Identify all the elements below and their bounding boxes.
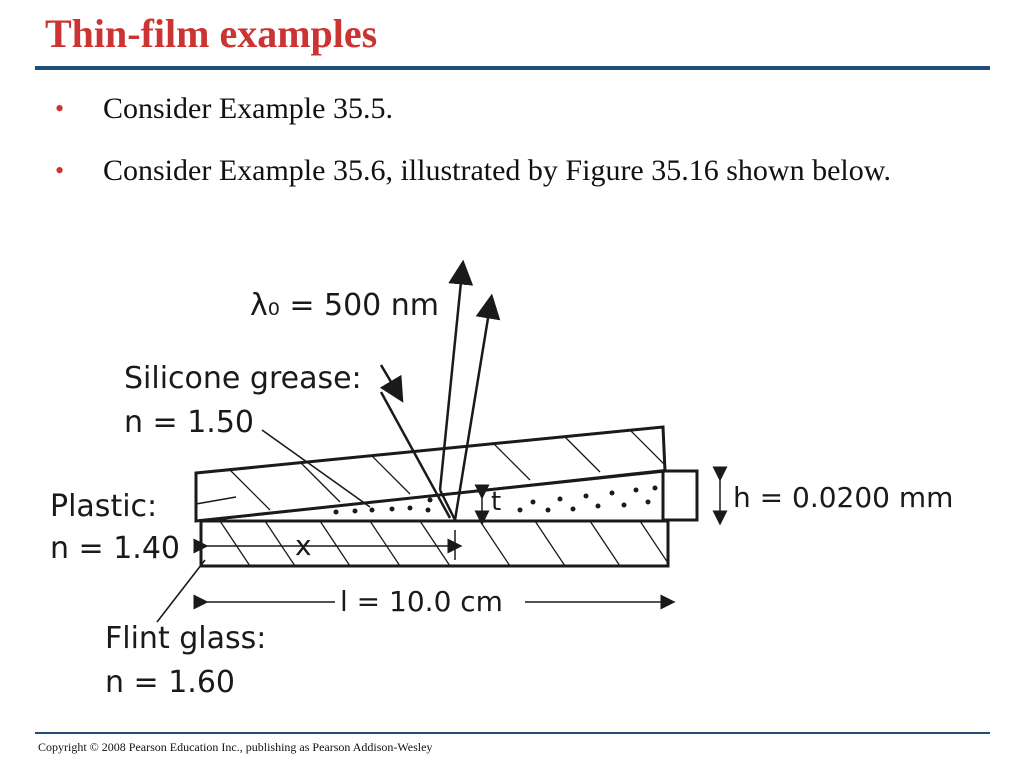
spacer-block <box>663 471 697 520</box>
length-label: l = 10.0 cm <box>340 585 503 618</box>
incident-ray-arrow <box>381 365 397 392</box>
flint-glass-hatching <box>220 521 670 566</box>
t-label: t <box>491 487 502 517</box>
flint-leader-line <box>157 560 205 622</box>
silicone-label: Silicone grease: <box>124 361 362 396</box>
bullet-dot-icon: • <box>55 156 65 185</box>
reflected-ray-2 <box>455 306 490 520</box>
footer-divider <box>35 732 990 734</box>
x-label: x <box>295 529 312 562</box>
height-label: h = 0.0200 mm <box>733 481 954 514</box>
plastic-leader-line <box>196 497 236 504</box>
bullet-dot-icon: • <box>55 94 65 123</box>
plastic-hatching <box>230 425 665 510</box>
wedge-surface <box>201 470 665 521</box>
reflected-ray-1 <box>440 272 462 490</box>
flint-label: Flint glass: <box>105 621 267 656</box>
bullet-text-2: Consider Example 35.6, illustrated by Figure 35.16 shown below. <box>103 154 891 187</box>
silicone-index: n = 1.50 <box>124 405 255 440</box>
plastic-label: Plastic: <box>50 489 158 524</box>
copyright-text: Copyright © 2008 Pearson Education Inc., publishing as Pearson Addison-Wesley <box>38 740 433 754</box>
silicone-leader-line <box>262 430 370 507</box>
wavelength-label: λ₀ = 500 nm <box>250 288 440 323</box>
plastic-index: n = 1.40 <box>50 531 181 566</box>
bullet-text-1: Consider Example 35.5. <box>103 92 393 125</box>
slide-title: Thin-film examples <box>45 11 378 56</box>
flint-index: n = 1.60 <box>105 665 236 700</box>
